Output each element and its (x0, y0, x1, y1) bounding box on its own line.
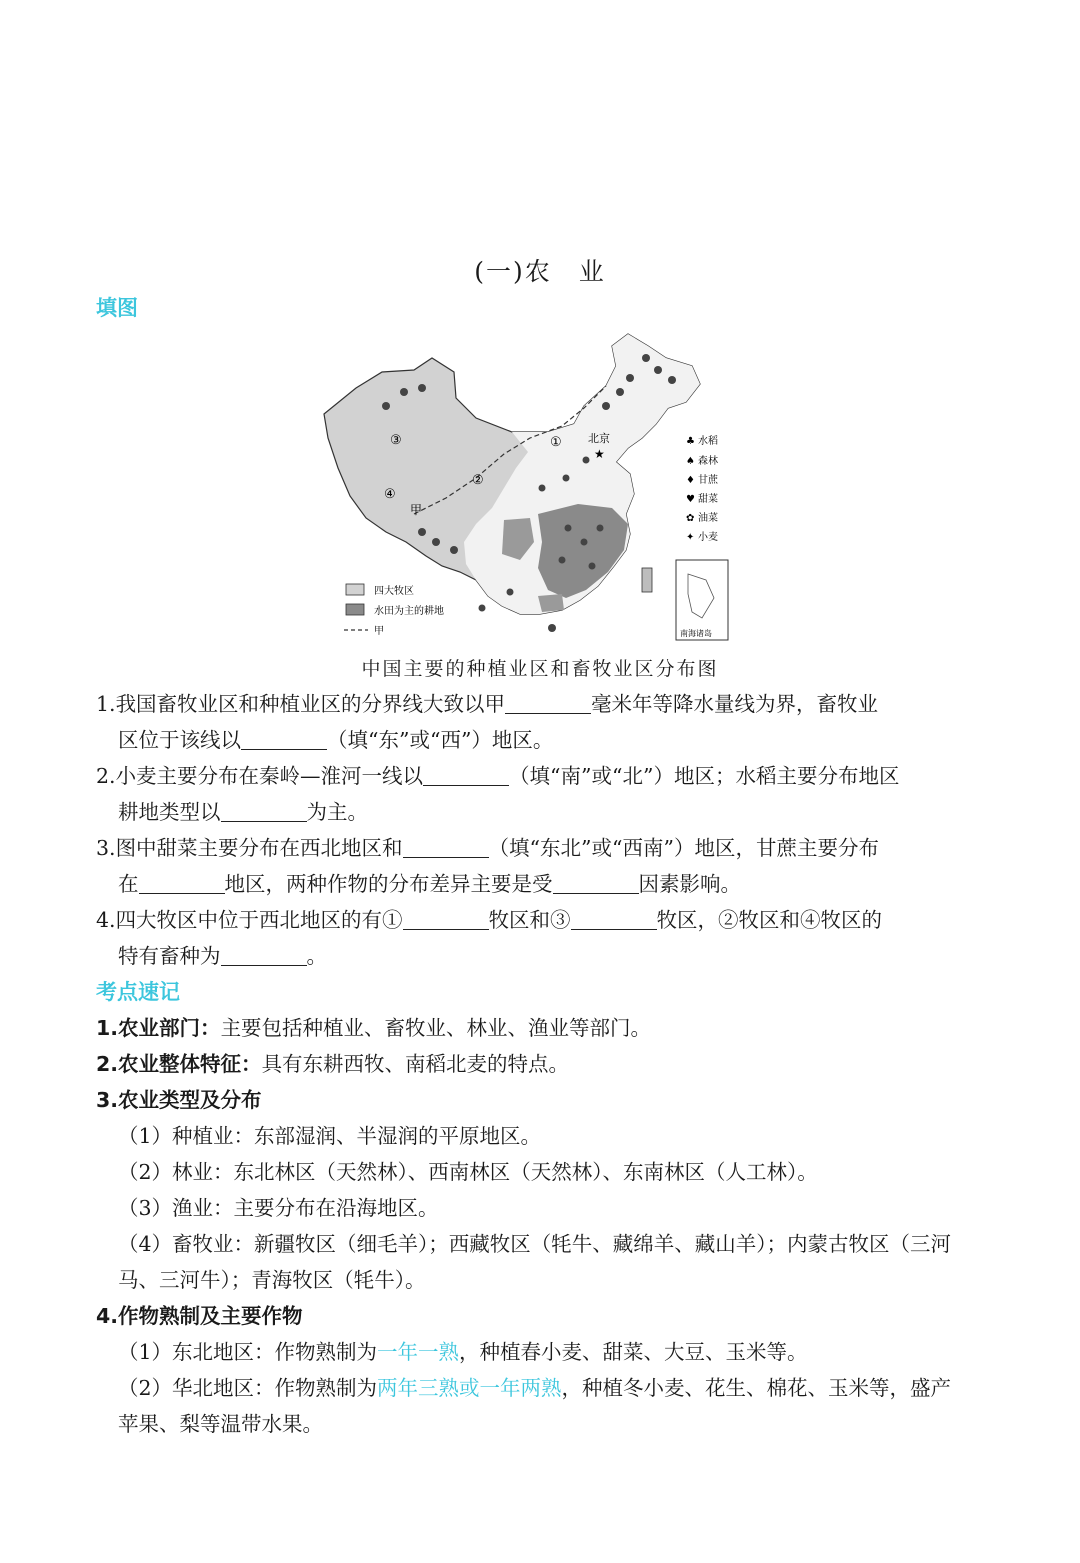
section-heading-key-points: 考点速记 (96, 980, 180, 1004)
region-1: ① (550, 435, 562, 450)
legend-forest: 森林 (698, 456, 718, 467)
question-text: 我国畜牧业区和种植业区的分界线大致以甲 (115, 692, 506, 716)
question-text: （填“南”或“北”）地区；水稻主要分布地区 (509, 764, 900, 788)
answer-blank[interactable] (553, 871, 639, 894)
legend-wheat: 小麦 (698, 532, 718, 543)
svg-text:♥: ♥ (686, 494, 695, 505)
question-text: 牧区和③ (488, 908, 571, 932)
answer-blank[interactable] (403, 835, 489, 858)
note-3-item-2: （2）林业：东北林区（天然林）、西南林区（天然林）、东南林区（人工林）。 (118, 1160, 818, 1184)
svg-text:✿: ✿ (686, 513, 695, 524)
question-text: 小麦主要分布在秦岭—淮河一线以 (115, 764, 424, 788)
note-3-item-4-cont: 马、三河牛）；青海牧区（牦牛）。 (118, 1268, 426, 1292)
question-1 (96, 686, 958, 758)
question-number: 1. (96, 692, 116, 716)
question-text: 牧区，②牧区和④牧区的 (656, 908, 883, 932)
question-text: 耕地类型以 (118, 800, 221, 824)
question-number: 2. (96, 764, 116, 788)
region-4: ④ (384, 487, 396, 502)
section-heading-fill-map: 填图 (96, 296, 138, 320)
answer-blank[interactable] (221, 943, 307, 966)
highlight-text: 两年三熟或一年两熟 (377, 1376, 562, 1400)
note-2: 2.农业整体特征：具有东耕西牧、南稻北麦的特点。 (96, 1052, 570, 1076)
note-3-heading: 3.农业类型及分布 (96, 1088, 262, 1112)
note-4-heading: 4.作物熟制及主要作物 (96, 1304, 303, 1328)
highlight-text: 一年一熟 (377, 1340, 460, 1364)
crop-legend (686, 434, 719, 543)
answer-blank[interactable] (403, 907, 489, 930)
legend-paddy: 水田为主的耕地 (374, 606, 444, 617)
question-2 (96, 758, 958, 830)
region-2: ② (472, 473, 484, 488)
area-legend (344, 584, 444, 637)
legend-sugarbeet: 甜菜 (698, 494, 718, 505)
answer-blank[interactable] (571, 907, 657, 930)
answer-blank[interactable] (241, 727, 327, 750)
question-text: 在 (118, 872, 139, 896)
question-text: 特有畜种为 (118, 944, 221, 968)
beijing-label: 北京 (588, 432, 610, 445)
jia-label: 甲 (410, 503, 423, 517)
page-title: (一)农 业 (474, 257, 606, 286)
question-text: 为主。 (306, 800, 368, 824)
legend-sugarcane: 甘蔗 (698, 475, 718, 486)
question-text: 毫米年等降水量线为界，畜牧业 (591, 692, 879, 716)
svg-text:♣: ♣ (686, 436, 695, 447)
south-sea-inset (676, 560, 728, 640)
note-3-item-3: （3）渔业：主要分布在沿海地区。 (118, 1196, 439, 1220)
answer-blank[interactable] (423, 763, 509, 786)
answer-blank[interactable] (505, 691, 591, 714)
svg-text:♦: ♦ (686, 475, 695, 486)
map-caption: 中国主要的种植业区和畜牧业区分布图 (361, 658, 719, 680)
question-text: 因素影响。 (638, 872, 741, 896)
key-notes (96, 1010, 958, 1442)
answer-blank[interactable] (139, 871, 225, 894)
question-text: （填“东北”或“西南”）地区，甘蔗主要分布 (488, 836, 879, 860)
legend-pasture: 四大牧区 (374, 586, 414, 597)
note-3-item-4: （4）畜牧业：新疆牧区（细毛羊）；西藏牧区（牦牛、藏绵羊、藏山羊）；内蒙古牧区（三河 (118, 1232, 952, 1256)
note-4-item-1: （1）东北地区：作物熟制为一年一熟，种植春小麦、甜菜、大豆、玉米等。 (118, 1340, 808, 1364)
svg-text:★: ★ (594, 447, 605, 461)
answer-blank[interactable] (221, 799, 307, 822)
note-4-item-2-cont: 苹果、梨等温带水果。 (118, 1412, 323, 1436)
inset-label: 南海诸岛 (680, 629, 712, 638)
region-3: ③ (390, 433, 402, 448)
question-text: 区位于该线以 (118, 728, 241, 752)
svg-text:♠: ♠ (686, 456, 695, 467)
note-1: 1.农业部门：主要包括种植业、畜牧业、林业、渔业等部门。 (96, 1016, 652, 1040)
china-agriculture-map (316, 328, 736, 648)
legend-boundary: 甲 (374, 626, 384, 637)
question-4 (96, 902, 958, 974)
question-3 (96, 830, 958, 902)
question-number: 4. (96, 908, 116, 932)
svg-text:✦: ✦ (686, 532, 695, 543)
question-text: 地区，两种作物的分布差异主要是受 (224, 872, 553, 896)
paddy-field-area (538, 504, 628, 598)
legend-rapeseed: 油菜 (698, 513, 718, 524)
note-3-item-1: （1）种植业：东部湿润、半湿润的平原地区。 (118, 1124, 542, 1148)
question-text: （填“东”或“西”）地区。 (327, 728, 554, 752)
question-text: 四大牧区中位于西北地区的有① (115, 908, 403, 932)
question-text: 。 (306, 944, 327, 968)
question-text: 图中甜菜主要分布在西北地区和 (115, 836, 403, 860)
paddy-field-area-3 (538, 594, 564, 612)
legend-rice: 水稻 (698, 436, 718, 447)
question-number: 3. (96, 836, 116, 860)
note-4-item-2: （2）华北地区：作物熟制为两年三熟或一年两熟，种植冬小麦、花生、棉花、玉米等，盛产 (118, 1376, 952, 1400)
